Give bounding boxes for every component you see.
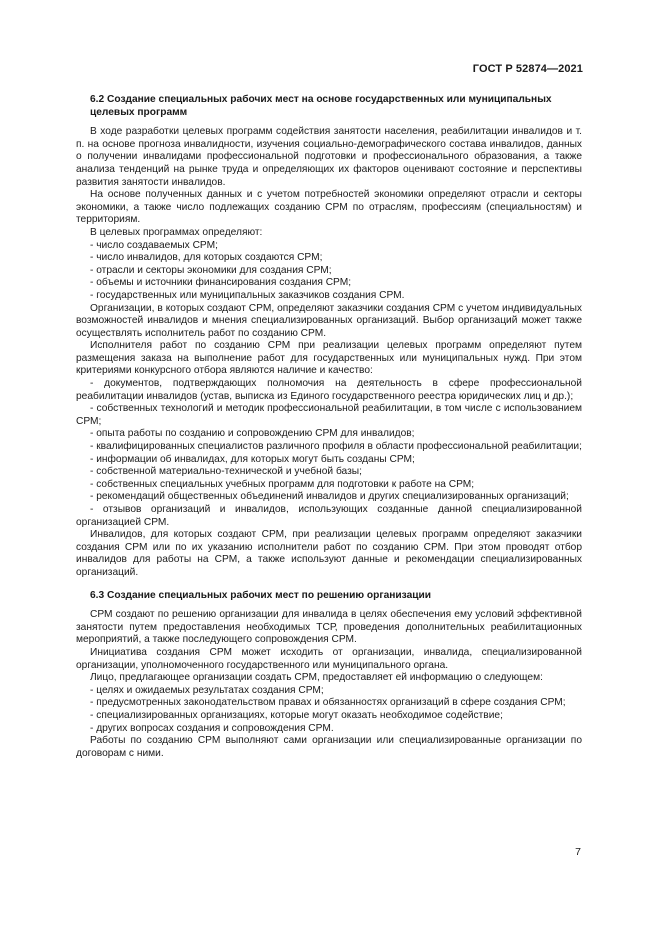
paragraph: В целевых программах определяют: <box>90 226 263 238</box>
list-item: - государственных или муниципальных заказчиков создания СРМ. <box>90 289 405 301</box>
list-item: - документов, подтверждающих полномочия на деятельность в сфере профессиональной реабилитации инвалидов (устав, выписка из Единого государственного реестра юридических лиц и др.); <box>76 378 582 402</box>
paragraph: Работы по созданию СРМ выполняют сами организации или специализированные организации по договорам с ними. <box>76 735 582 759</box>
list-item: - квалифицированных специалистов различного профиля в области профессиональной реабилитации; <box>90 441 582 453</box>
list-item: - отрасли и секторы экономики для создания СРМ; <box>90 264 332 276</box>
section-6-3-title: 6.3 Создание специальных рабочих мест по решению организации <box>90 589 432 601</box>
list-item: - специализированных организациях, которые могут оказать необходимое содействие; <box>90 709 503 721</box>
list-item: - целях и ожидаемых результатах создания СРМ; <box>90 684 324 696</box>
list-item: - отзывов организаций и инвалидов, использующих созданные данной специализированной организацией СРМ. <box>76 504 582 528</box>
list-item: - других вопросах создания и сопровождения СРМ. <box>90 722 334 734</box>
list-item: - объемы и источники финансирования создания СРМ; <box>90 277 352 289</box>
list-item: - число создаваемых СРМ; <box>90 239 218 251</box>
paragraph: Лицо, предлагающее организации создать СРМ, предоставляет ей информацию о следующем: <box>90 672 543 684</box>
list-item: - собственных технологий и методик профессиональной реабилитации, в том числе с использованием СРМ; <box>76 403 582 427</box>
page-number: 7 <box>575 846 581 858</box>
list-item: - собственной материально-технической и учебной базы; <box>90 466 362 478</box>
document-code: ГОСТ Р 52874—2021 <box>472 63 583 75</box>
paragraph: В ходе разработки целевых программ содействия занятости населения, реабилитации инвалидов и т. п. на основе прогноза инвалидности, изучения социально-демографического состава инвалидов, данных о получении инвалидами профессиональной подготовки и профессионального образования, а также анализа тенденций на рынке труда и определяющих их факторов оценивают состояние и перспективы развития занятости инвалидов. <box>76 126 582 188</box>
paragraph: Инвалидов, для которых создают СРМ, при реализации целевых программ определяют заказчики создания СРМ или по их указанию исполнители работ по созданию СРМ. При этом проводят отбор инвалидов для работы на СРМ, а также используют данные и рекомендации специализированных организаций. <box>76 529 582 578</box>
paragraph: Организации, в которых создают СРМ, определяют заказчики создания СРМ с учетом индивидуальных возможностей инвалидов и мнения специализированных организаций. Выбор организаций может также осуществлять исполнитель работ по созданию СРМ. <box>76 302 582 339</box>
list-item: - опыта работы по созданию и сопровождению СРМ для инвалидов; <box>90 428 415 440</box>
document-body <box>76 94 582 760</box>
paragraph: СРМ создают по решению организации для инвалида в целях обеспечения ему условий эффективной занятости путем предоставления необходимых ТСР, проведения дополнительных реабилитационных мероприятий, а также последующего сопровождения СРМ. <box>76 609 582 646</box>
list-item: - информации об инвалидах, для которых могут быть созданы СРМ; <box>90 453 415 465</box>
paragraph: На основе полученных данных и с учетом потребностей экономики определяют отрасли и секторы экономики, а также число подлежащих созданию СРМ по отраслям, профессиям (специальностям) и территориям. <box>76 189 582 226</box>
paragraph: Инициатива создания СРМ может исходить от организации, инвалида, специализированной организации, уполномоченного государственного или муниципального органа. <box>76 646 582 671</box>
list-item: - число инвалидов, для которых создаются СРМ; <box>90 252 323 264</box>
list-item: - рекомендаций общественных объединений инвалидов и других специализированных организаций; <box>90 491 569 503</box>
list-item: - предусмотренных законодательством правах и обязанностях организаций в сфере создания СРМ; <box>90 697 566 709</box>
list-item: - собственных специальных учебных программ для подготовки к работе на СРМ; <box>90 478 475 490</box>
paragraph: Исполнителя работ по созданию СРМ при реализации целевых программ определяют путем размещения заказа на выполнение работ для государственных или муниципальных нужд. При этом критериями конкурсного отбора являются наличие и качество: <box>76 340 582 377</box>
section-6-2-title: 6.2 Создание специальных рабочих мест на основе государственных или муниципальных целевых программ <box>90 94 552 118</box>
